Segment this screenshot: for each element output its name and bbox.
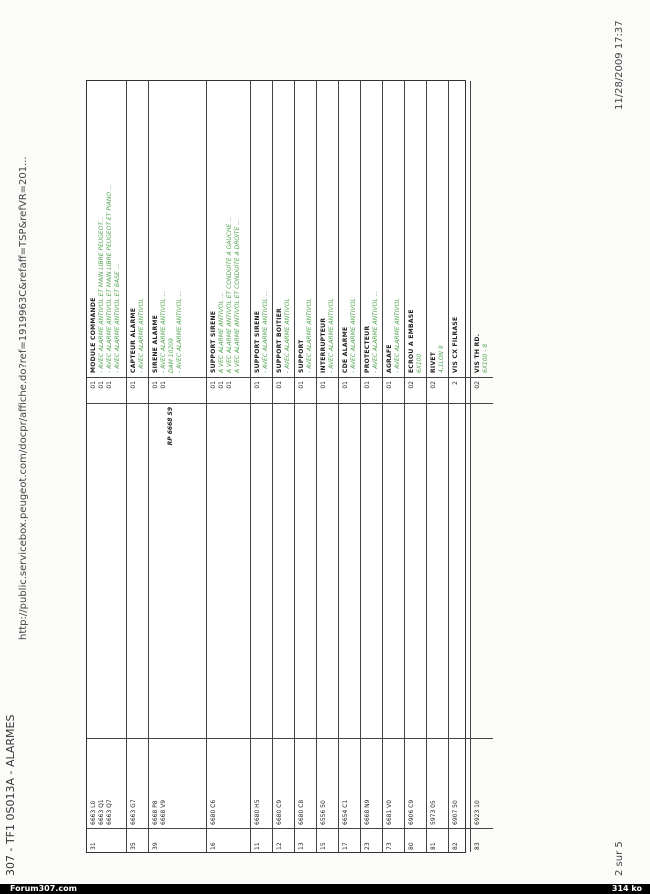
quantity: 01: [130, 381, 137, 389]
part-name: PROTECTEUR: [364, 325, 371, 373]
part-application-note: - AVEC ALARME ANTIVOL ...: [176, 290, 183, 373]
quantity-cell: [127, 377, 148, 403]
row-number: 23: [361, 828, 382, 852]
part-reference-cell: [87, 738, 126, 828]
row-number: 35: [127, 828, 148, 852]
description-cell: [427, 81, 448, 377]
table-row: [383, 81, 405, 852]
part-application-note: DAM 10209: [168, 338, 175, 373]
part-application-note: A VEC ALARME ANTIVOL ...: [218, 292, 225, 373]
part-application-note: - AVEC ALARME ANTIVOL: [328, 298, 335, 373]
parts-table-wrapper: [86, 80, 489, 853]
quantity: 01: [320, 381, 327, 389]
part-reference: 6668 P8: [152, 800, 159, 825]
part-reference: 6556 50: [320, 800, 327, 825]
part-reference: 6906 C9: [408, 799, 415, 825]
part-reference: 6668 N9: [364, 799, 371, 825]
part-name: SIRENE ALARME: [152, 314, 159, 373]
quantity-cell: [251, 377, 272, 403]
blank-column: [273, 403, 294, 738]
part-application-note: - AVEC ALARME ANTIVOL ET MAIN LIBRE PEUGEOT...: [98, 216, 105, 373]
description-cell: [295, 81, 316, 377]
description-cell: [471, 81, 493, 377]
quantity: 01: [386, 381, 393, 389]
table-row: [295, 81, 317, 852]
part-reference: 6680 C8: [298, 799, 305, 825]
quantity-cell: [405, 377, 426, 403]
row-number: 82: [449, 828, 470, 852]
quantity-cell: [295, 377, 316, 403]
part-application-note: - AVEC ALARME ANTIVOL: [394, 298, 401, 373]
part-application-note: - AVEC ALARME ANTIVOL ...: [372, 290, 379, 373]
part-reference-cell: [251, 738, 272, 828]
parts-table: [86, 80, 489, 853]
part-reference-cell: [207, 738, 250, 828]
part-name: VIS TH RD.: [474, 333, 481, 373]
row-number: 12: [273, 828, 294, 852]
quantity-cell: [273, 377, 294, 403]
quantity: 01: [254, 381, 261, 389]
table-row: [361, 81, 383, 852]
quantity-cell: [361, 377, 382, 403]
row-number: 39: [149, 828, 206, 852]
part-reference: 6654 C1: [342, 799, 349, 825]
blank-column: [383, 403, 404, 738]
quantity: 01: [364, 381, 371, 389]
description-cell: [383, 81, 404, 377]
description-cell: [317, 81, 338, 377]
quantity: 01: [98, 381, 105, 389]
part-reference-cell: [383, 738, 404, 828]
blank-column: [207, 403, 250, 738]
blank-column: [251, 403, 272, 738]
quantity-cell: [471, 377, 493, 403]
row-number: 17: [339, 828, 360, 852]
quantity: 02: [408, 381, 415, 389]
part-application-note: 6X100 - 8: [482, 343, 489, 373]
description-cell: [449, 81, 470, 377]
quantity: 01: [298, 381, 305, 389]
part-reference-cell: [273, 738, 294, 828]
part-name: AGRAFE: [386, 344, 393, 373]
description-cell: [127, 81, 148, 377]
quantity: 01: [152, 381, 159, 389]
part-application-note: - AVEC ALARME ANTIVOL: [284, 298, 291, 373]
part-reference-cell: [339, 738, 360, 828]
part-reference: 5973 05: [430, 800, 437, 825]
row-number: 13: [295, 828, 316, 852]
part-name: ECROU A EMBASE: [408, 309, 415, 373]
part-reference: 6907 50: [452, 800, 459, 825]
quantity: 01: [90, 381, 97, 389]
table-row: [471, 81, 493, 852]
table-row: [87, 81, 127, 852]
description-cell: [273, 81, 294, 377]
quantity-cell: [149, 377, 206, 403]
part-name: SUPPORT BOITIER: [276, 307, 283, 373]
row-number: 73: [383, 828, 404, 852]
part-name: SUPPORT SIRENE: [254, 310, 261, 373]
part-name: SUPPORT SIRENE: [210, 310, 217, 373]
part-reference: 6680 C9: [276, 799, 283, 825]
table-row: [339, 81, 361, 852]
part-name: CAPTEUR ALARME: [130, 307, 137, 373]
part-reference: 6663 Q1: [98, 799, 105, 825]
part-reference: 6680 C6: [210, 799, 217, 825]
part-reference-cell: [405, 738, 426, 828]
blank-column: [339, 403, 360, 738]
part-reference-cell: [427, 738, 448, 828]
page-number: 2 sur 5: [614, 841, 625, 876]
part-reference-cell: [149, 738, 206, 828]
part-application-note: - AVEC ALARME ANTIVOL: [306, 298, 313, 373]
blank-column: [127, 403, 148, 738]
quantity: 2: [452, 381, 459, 385]
quantity: 01: [218, 381, 225, 389]
description-cell: [361, 81, 382, 377]
part-application-note: - AVEC ALARME ANTIVOL ...: [160, 290, 167, 373]
table-row: [251, 81, 273, 852]
quantity: 02: [430, 381, 437, 389]
blank-column: [295, 403, 316, 738]
blank-column: [405, 403, 426, 738]
quantity-cell: [317, 377, 338, 403]
description-cell: [87, 81, 126, 377]
quantity: 01: [226, 381, 233, 389]
quantity: 02: [474, 381, 481, 389]
table-row: [317, 81, 339, 852]
quantity-cell: [87, 377, 126, 403]
part-name: SUPPORT: [298, 339, 305, 373]
part-application-note: - AVEC ALARME ANTIVOL: [138, 298, 145, 373]
quantity-cell: [207, 377, 250, 403]
table-row: [149, 81, 207, 852]
description-cell: [251, 81, 272, 377]
page-url: http://public.servicebox.peugeot.com/docpr/affiche.do?ref=1919963C&refaff=TSP&refVR=201...: [18, 156, 29, 640]
part-reference: 6663 L0: [90, 800, 97, 825]
description-cell: [149, 81, 206, 377]
quantity-cell: [449, 377, 470, 403]
document-title: 307 - TF1 0S013A - ALARMES: [4, 714, 17, 876]
replacement-reference: RP 6668 S9: [167, 407, 174, 446]
part-reference-cell: [449, 738, 470, 828]
part-name: INTERRUPTEUR: [320, 317, 327, 373]
row-number: 81: [427, 828, 448, 852]
part-application-note: - AVEC ALARME ANTIVOL ET MAIN LIBRE PEUGEOT ET PIANO ...: [106, 184, 113, 373]
table-row: [127, 81, 149, 852]
part-reference: 6923 10: [474, 800, 481, 825]
print-datetime: 11/28/2009 17:37: [614, 20, 625, 110]
part-reference: 6680 H5: [254, 799, 261, 825]
blank-column: [427, 403, 448, 738]
footer-bar: [0, 884, 650, 894]
description-cell: [339, 81, 360, 377]
row-number: 83: [471, 828, 493, 852]
row-number: 16: [207, 828, 250, 852]
table-row: [449, 81, 471, 852]
part-reference: 6668 V9: [160, 799, 167, 825]
part-application-note: 4,1LON 9: [438, 345, 445, 373]
part-name: RIVET: [430, 351, 437, 373]
blank-column: [149, 403, 206, 738]
description-cell: [207, 81, 250, 377]
part-reference-cell: [361, 738, 382, 828]
part-application-note: A VEC ALARME ANTIVOL ET CONDUITE A GAUCHE ...: [226, 216, 233, 373]
row-number: 11: [251, 828, 272, 852]
quantity: 01: [210, 381, 217, 389]
part-application-note: A VEC ALARME ANTIVOL ET CONDUITE A DROITE ...: [234, 219, 241, 373]
blank-column: [361, 403, 382, 738]
quantity: 01: [276, 381, 283, 389]
quantity: 01: [342, 381, 349, 389]
part-reference-cell: [127, 738, 148, 828]
row-number: 80: [405, 828, 426, 852]
footer-file-size: 314 ko: [611, 884, 642, 893]
blank-column: [471, 403, 493, 738]
description-cell: [405, 81, 426, 377]
table-row: [207, 81, 251, 852]
part-application-note: 6X100: [416, 353, 423, 373]
table-row: [405, 81, 427, 852]
quantity: 01: [160, 381, 167, 389]
part-reference-cell: [471, 738, 493, 828]
part-reference-cell: [295, 738, 316, 828]
blank-column: [87, 403, 126, 738]
part-name: CDE ALARME: [342, 326, 349, 373]
row-number: 31: [87, 828, 126, 852]
part-application-note: - AVEC ALARME ANTIVOL ...: [262, 290, 269, 373]
blank-column: [449, 403, 470, 738]
quantity-cell: [383, 377, 404, 403]
quantity-cell: [427, 377, 448, 403]
part-reference: 6681 V0: [386, 799, 393, 825]
table-row: [427, 81, 449, 852]
part-application-note: - AVEC ALARME ANTIVOL: [350, 298, 357, 373]
row-number: 15: [317, 828, 338, 852]
part-name: MODULE COMMANDE: [90, 297, 97, 373]
table-row: [273, 81, 295, 852]
quantity-cell: [339, 377, 360, 403]
blank-column: [317, 403, 338, 738]
quantity: 01: [106, 381, 113, 389]
part-reference-cell: [317, 738, 338, 828]
part-name: VIS CX FILRASE: [452, 316, 459, 373]
part-application-note: - AVEC ALARME ANTIVOL ET BASE ...: [114, 263, 121, 373]
part-reference: 6663 Q7: [106, 799, 113, 825]
part-reference: 6663 G7: [130, 799, 137, 825]
footer-site-name: Forum307.com: [10, 884, 77, 893]
